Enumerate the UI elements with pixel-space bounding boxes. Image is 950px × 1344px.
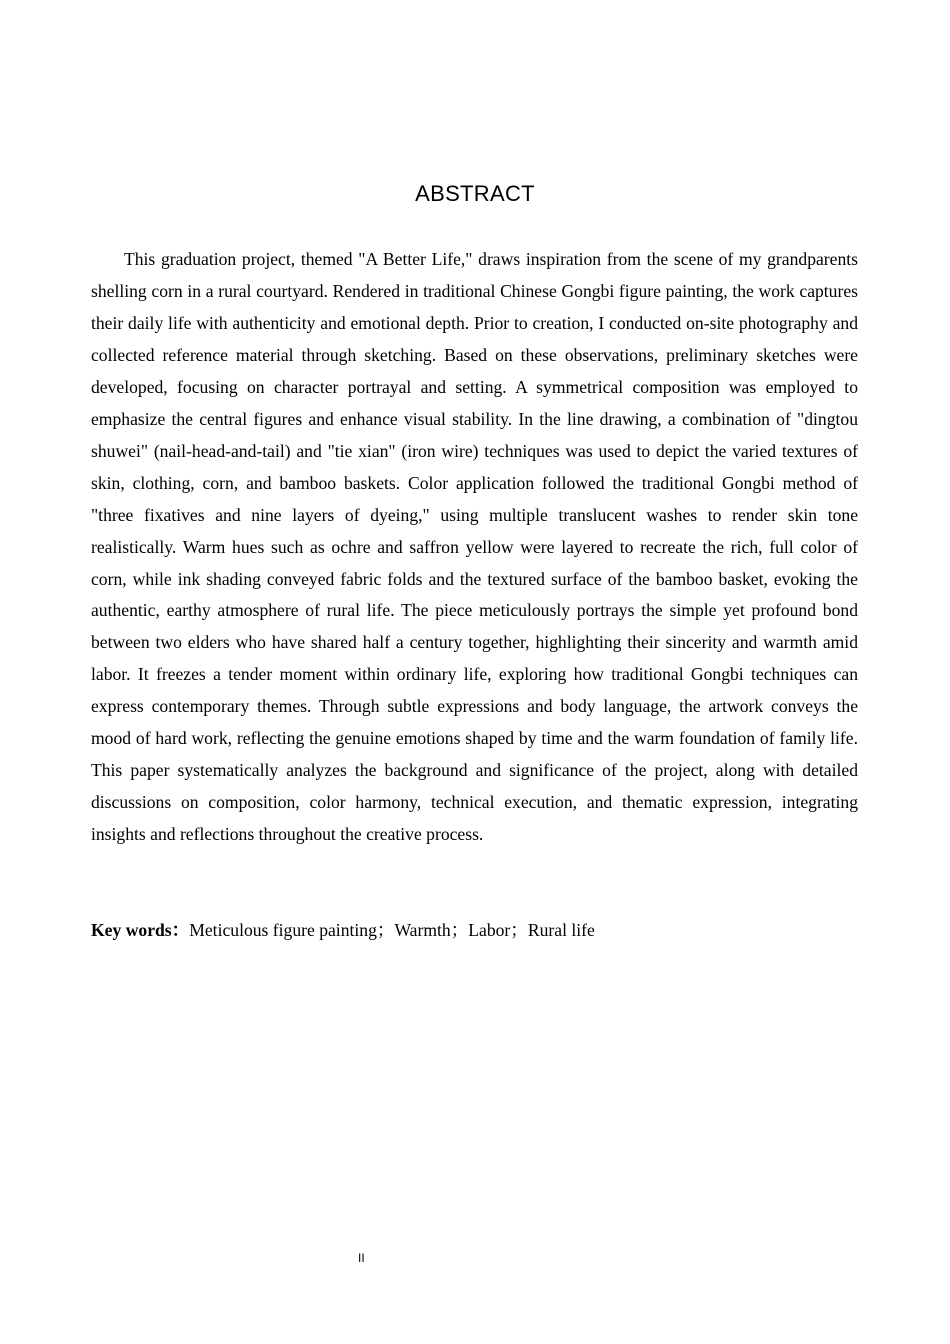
abstract-body: This graduation project, themed "A Better Life," draws inspiration from the scene of my grandparents shelling corn in a rural courtyard. Rendered in traditional Chinese Gongbi figure painting, the work captures their daily life with authenticity and emotional depth. Prior to creation, I conducted on-site photography and collected reference material through sketching. Based on these observations, preliminary sketches were developed, focusing on character portrayal and setting. A symmetrical composition was employed to emphasize the central figures and enhance visual stability. In the line drawing, a combination of "dingtou shuwei" (nail-head-and-tail) and "tie xian" (iron wire) techniques was used to depict the varied textures of skin, clothing, corn, and bamboo baskets. Color application followed the traditional Gongbi method of "three fixatives and nine layers of dyeing," using multiple translucent washes to render skin tone realistically. Warm hues such as ochre and saffron yellow were layered to recreate the rich, full color of corn, while ink shading conveyed fabric folds and the textured surface of the bamboo basket, evoking the authentic, earthy atmosphere of rural life. The piece meticulously portrays the simple yet profound bond between two elders who have shared half a century together, highlighting their sincerity and warmth amid labor. It freezes a tender moment within ordinary life, exploring how traditional Gongbi techniques can express contemporary themes. Through subtle expressions and body language, the artwork conveys the mood of hard work, reflecting the genuine emotions shaped by time and the warm foundation of family life. This paper systematically analyzes the background and significance of the project, along with detailed discussions on composition, color harmony, technical execution, and thematic expression, integrating insights and reflections throughout the creative process. <box>91 249 858 845</box>
keywords-label: Key words： <box>91 920 190 940</box>
keywords-values: Meticulous figure painting；Warmth；Labor；Rural life <box>189 920 595 940</box>
keywords-line <box>91 915 858 946</box>
abstract-title: ABSTRACT <box>415 181 535 206</box>
page-number: II <box>358 1251 365 1265</box>
